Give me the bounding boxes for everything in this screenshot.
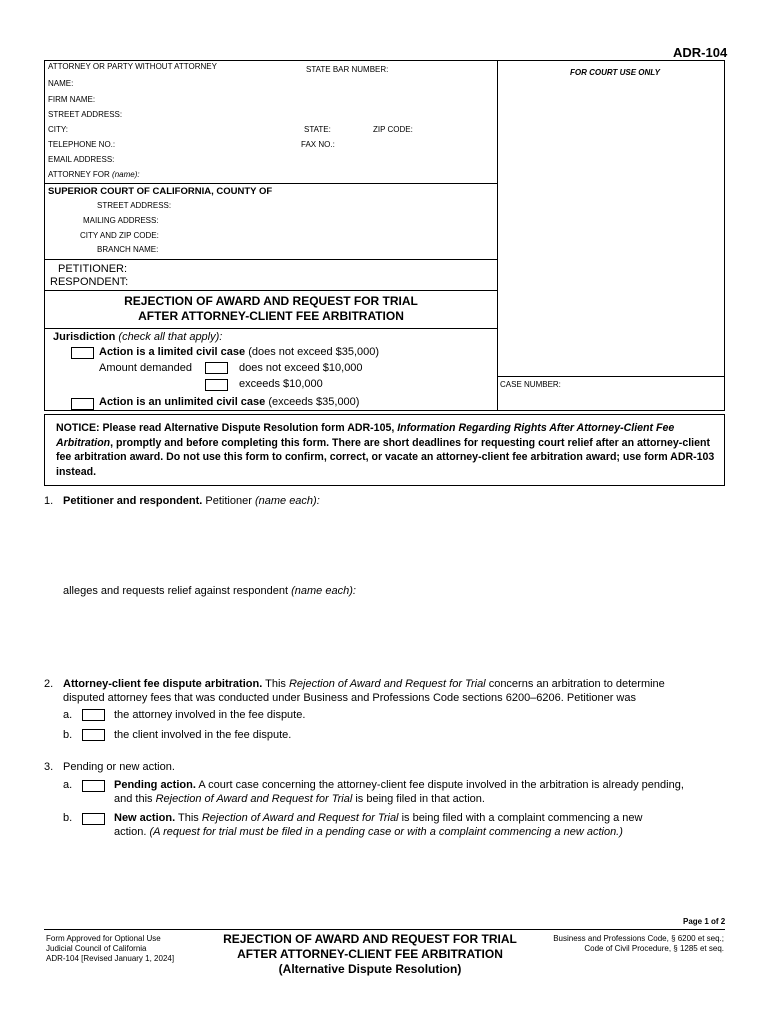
item3-a-line2a: and this: [114, 793, 156, 805]
item3-a-line1: [114, 779, 684, 791]
footer-title-line1: REJECTION OF AWARD AND REQUEST FOR TRIAL: [223, 932, 517, 946]
footer-title-line3: (Alternative Dispute Resolution): [278, 962, 462, 976]
footer-divider: [44, 929, 725, 930]
amount-over-10000-label: exceeds $10,000: [239, 378, 323, 390]
attorney-label: ATTORNEY OR PARTY WITHOUT ATTORNEY: [48, 62, 217, 71]
court-use-label: FOR COURT USE ONLY: [570, 68, 660, 77]
court-mailing-label[interactable]: MAILING ADDRESS:: [83, 216, 159, 225]
limited-civil-label: Action is a limited civil case: [99, 346, 246, 358]
jurisdiction-label: Jurisdiction: [53, 331, 116, 343]
item1-alleges-hint: (name each):: [291, 585, 356, 597]
attorney-for-field[interactable]: [48, 170, 140, 179]
item2-a-text: the attorney involved in the fee dispute.: [114, 709, 306, 721]
pending-action-text: A court case concerning the attorney-client fee dispute involved in the arbitration is already pending,: [195, 779, 684, 791]
approval-line2: Judicial Council of California: [46, 944, 147, 953]
attorney-section-divider: [44, 183, 498, 184]
limited-civil-hint: (does not exceed $35,000): [248, 346, 380, 358]
court-branch-label[interactable]: BRANCH NAME:: [97, 245, 159, 254]
limited-civil-option: [99, 346, 379, 358]
item3-b-letter: b.: [63, 812, 73, 824]
caption-top-border: [44, 60, 725, 61]
item1-text: Petitioner: [202, 495, 255, 507]
notice-box: [44, 414, 725, 486]
item3-heading: Pending or new action.: [63, 761, 175, 773]
amount-under-10000-label: does not exceed $10,000: [239, 362, 363, 374]
item3-b-line2: [114, 826, 623, 838]
limited-civil-checkbox[interactable]: [71, 347, 94, 359]
item2-text1: This: [262, 678, 289, 690]
amount-demanded-label: Amount demanded: [99, 362, 192, 374]
amount-over-10000-checkbox[interactable]: [205, 379, 228, 391]
state-bar-label: STATE BAR NUMBER:: [306, 65, 389, 74]
case-number-divider: [497, 376, 725, 377]
jurisdiction-heading: [53, 331, 222, 343]
item3-b-line2-italic: (A request for trial must be filed in a pending case or with a complaint commencing a new action.): [149, 826, 623, 838]
amount-under-10000-checkbox[interactable]: [205, 362, 228, 374]
item3-b-line2a: action.: [114, 826, 150, 838]
respondent-label[interactable]: RESPONDENT:: [50, 276, 129, 288]
code-ref-line1: Business and Professions Code, § 6200 et seq.;: [553, 934, 724, 943]
item3-a-letter: a.: [63, 779, 73, 791]
form-id: ADR-104: [673, 45, 728, 60]
approval-line1: Form Approved for Optional Use: [46, 934, 161, 943]
approval-line3: ADR-104 [Revised January 1, 2024]: [46, 954, 175, 963]
notice-part3: , promptly and before completing this form. There are short deadlines for requesting court relief after an attorney-client fee arbitration award. Do not use this form to confirm, correct, or vacate an attorney-client fee arbitration award; use form ADR-103 instead.: [56, 436, 715, 478]
code-ref-line2: Code of Civil Procedure, § 1285 et seq.: [584, 944, 724, 953]
attorney-checkbox[interactable]: [82, 709, 105, 721]
pending-action-checkbox[interactable]: [82, 780, 105, 792]
item2-b-letter: b.: [63, 729, 73, 741]
item2-number: 2.: [44, 678, 54, 690]
caption-left-border: [44, 60, 45, 410]
item3-b-italic: Rejection of Award and Request for Trial: [201, 812, 399, 824]
footer-title-line2: AFTER ATTORNEY-CLIENT FEE ARBITRATION: [237, 947, 503, 961]
notice-form-title: Information Regarding Rights After Attorney-Client Fee Arbitration: [56, 422, 675, 449]
attorney-for-label: ATTORNEY FOR: [48, 170, 110, 179]
page-number: Page 1 of 2: [683, 917, 726, 926]
unlimited-civil-label: Action is an unlimited civil case: [99, 396, 266, 408]
caption-center-divider: [497, 60, 498, 410]
unlimited-civil-hint: (exceeds $35,000): [268, 396, 360, 408]
approval-block: [46, 934, 174, 964]
title-section-divider: [44, 328, 498, 329]
item2-line2: disputed attorney fees that was conducted under Business and Professions Code sections 6200–6206. Petitioner was: [63, 692, 636, 704]
unlimited-civil-checkbox[interactable]: [71, 398, 94, 410]
item1-alleges-text: alleges and requests relief against respondent: [63, 585, 292, 597]
item1-bold: Petitioner and respondent.: [63, 495, 203, 507]
city-label[interactable]: CITY:: [48, 125, 69, 134]
attorney-for-hint: (name):: [112, 170, 140, 179]
item2-a-letter: a.: [63, 709, 73, 721]
notice-text: [56, 421, 716, 479]
zip-code-label[interactable]: ZIP CODE:: [373, 125, 413, 134]
street-address-label[interactable]: STREET ADDRESS:: [48, 110, 123, 119]
new-action-label: New action.: [114, 812, 176, 824]
petitioner-label[interactable]: PETITIONER:: [58, 263, 128, 275]
item3-b-line1: [114, 812, 642, 824]
item2-text2: concerns an arbitration to determine: [485, 678, 665, 690]
client-checkbox[interactable]: [82, 729, 105, 741]
item3-a-line2: [114, 793, 485, 805]
court-city-zip-label[interactable]: CITY AND ZIP CODE:: [80, 231, 159, 240]
item1-number: 1.: [44, 495, 54, 507]
caption-bottom-border: [44, 410, 725, 411]
item3-a-italic: Rejection of Award and Request for Trial: [155, 793, 353, 805]
court-title: SUPERIOR COURT OF CALIFORNIA, COUNTY OF: [48, 186, 273, 197]
item2-line1: [63, 678, 665, 690]
court-section-divider: [44, 259, 498, 260]
item3-b-text2: is being filed with a complaint commencing a new: [398, 812, 643, 824]
email-label[interactable]: EMAIL ADDRESS:: [48, 155, 115, 164]
item3-number: 3.: [44, 761, 54, 773]
item2-bold: Attorney-client fee dispute arbitration.: [63, 678, 263, 690]
court-street-label[interactable]: STREET ADDRESS:: [97, 201, 172, 210]
pending-action-label: Pending action.: [114, 779, 196, 791]
jurisdiction-hint: (check all that apply):: [118, 331, 223, 343]
item1-hint: (name each):: [254, 495, 320, 507]
unlimited-civil-option: [99, 396, 359, 408]
firm-name-label[interactable]: FIRM NAME:: [48, 95, 96, 104]
new-action-checkbox[interactable]: [82, 813, 105, 825]
item2-b-text: the client involved in the fee dispute.: [114, 729, 292, 741]
parties-section-divider: [44, 290, 498, 291]
caption-right-border: [724, 60, 725, 410]
item3-a-line2b: is being filed in that action.: [352, 793, 485, 805]
notice-part1: NOTICE: Please read Alternative Dispute Resolution form ADR-105,: [56, 422, 398, 434]
fax-label[interactable]: FAX NO.:: [301, 140, 335, 149]
name-label[interactable]: NAME:: [48, 79, 74, 88]
caption-title-line2: AFTER ATTORNEY-CLIENT FEE ARBITRATION: [138, 309, 404, 323]
item1-heading: [63, 495, 320, 507]
item3-b-text1: This: [175, 812, 202, 824]
code-references: [553, 934, 724, 954]
footer-title: [180, 932, 560, 977]
caption-title-line1: REJECTION OF AWARD AND REQUEST FOR TRIAL: [124, 294, 418, 308]
state-label[interactable]: STATE:: [304, 125, 331, 134]
telephone-label[interactable]: TELEPHONE NO.:: [48, 140, 116, 149]
item1-alleges: [63, 585, 356, 597]
item2-italic: Rejection of Award and Request for Trial: [288, 678, 486, 690]
case-number-label[interactable]: CASE NUMBER:: [500, 380, 561, 389]
